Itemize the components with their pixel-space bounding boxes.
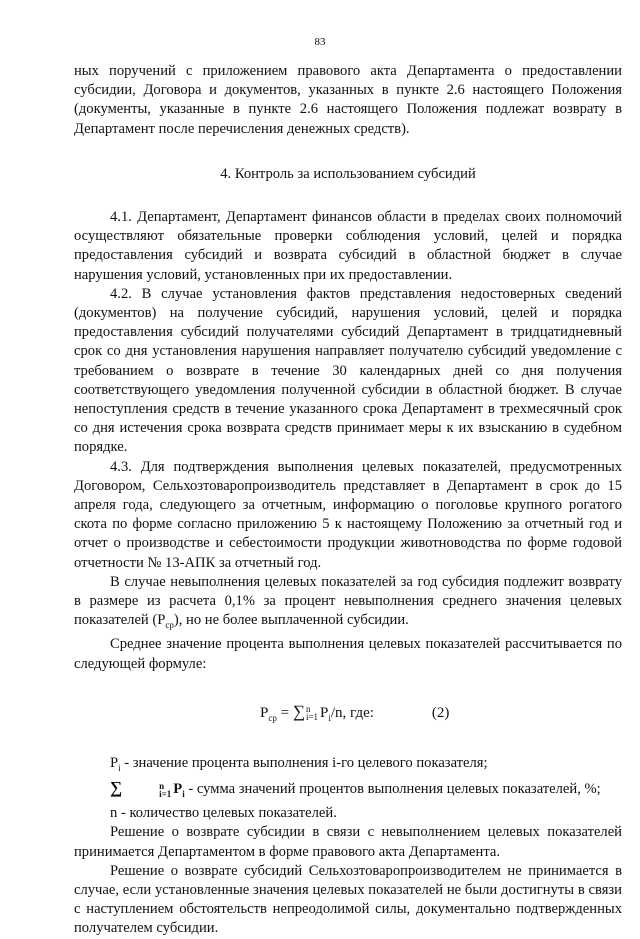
formula-sum-limits <box>306 705 318 721</box>
definition-sum-upper: n <box>159 780 165 791</box>
formula-number: (2) <box>431 704 450 721</box>
nonfulfilment-text-a: В случае невыполнения целевых показателей за год субсидия подлежит возврату в размере из расчета 0,1% за процент невыполнения среднего значения целевых показателей (Р <box>74 573 622 629</box>
page-number: 83 <box>314 36 326 48</box>
definition-sum-symbol: ∑ <box>110 778 123 798</box>
definition-sum-term: P <box>173 781 183 798</box>
definition-sum-term-subscript: i <box>182 789 185 800</box>
paragraph-4-3: 4.3. Для подтверждения выполнения целевых показателей, предусмотренных Договором, Сельхозтоваропроизводитель представляет в Департамент в срок до 15 апреля года, следующего за отчетным, информацию о поголовье крупного рогатого скота по форме согласно приложению 5 к настоящему Положению за отчетный год и отчет о производстве и себестоимости продукции животноводства по форме годовой отчетности № 13-АПК за отчетный год. <box>74 458 622 571</box>
definition-pi-text: - значение процента выполнения i-го целевого показателя; <box>120 755 488 771</box>
nonfulfilment-subscript: ср <box>165 620 174 631</box>
average-formula <box>74 702 622 728</box>
continuation-paragraph: ных поручений с приложением правового акта Департамента о предоставлении субсидии, Договора и документов, указанных в пункте 2.6 настоящего Положения (документы, указанные в пункте 2.6 настоящего Положения подлежат возврату в Департамент после перечисления денежных средств). <box>74 63 622 137</box>
document-body <box>74 62 622 939</box>
definition-pi <box>74 754 622 778</box>
formula-upper-limit: n <box>305 704 311 715</box>
nonfulfilment-text-b: ), но не более выплаченной субсидии. <box>173 612 409 629</box>
section-heading: 4. Контроль за использованием субсидий <box>220 165 476 182</box>
paragraph-nonfulfilment <box>74 573 622 636</box>
paragraph-decision-1: Решение о возврате субсидии в связи с невыполнением целевых показателей принимается Департаментом в форме правового акта Департамента. <box>74 824 622 860</box>
paragraph-decision-2: Решение о возврате субсидий Сельхозтоваропроизводителем не принимается в случае, если установленные значения целевых показателей не были достигнуты в связи с наступлением обстоятельств непреодолимой силы, документально подтвержденных получателем субсидии. <box>74 862 622 937</box>
definition-sum-symbol-group <box>110 778 185 800</box>
formula-lhs-subscript: ср <box>268 712 277 723</box>
definition-sum-lower: i=1 <box>159 788 172 799</box>
definition-n: n - количество целевых показателей. <box>110 805 337 822</box>
definition-sum <box>74 778 622 804</box>
paragraph-4-1: 4.1. Департамент, Департамент финансов области в пределах своих полномочий осуществляют обязательные проверки соблюдения условий, целей и порядка предоставления субсидий и возврата субсидий в областной бюджет в случае нарушения условий, установленных при их предоставлении. <box>74 209 622 283</box>
definition-pi-subscript: i <box>118 762 121 773</box>
formula-term-subscript: i <box>328 712 331 723</box>
formula-lower-limit: i=1 <box>305 712 319 723</box>
paragraph-formula-intro: Среднее значение процента выполнения целевых показателей рассчитывается по следующей формуле: <box>74 636 622 672</box>
formula-divide: /n, где: <box>330 704 374 721</box>
definition-pi-symbol: P <box>110 755 119 771</box>
formula-lhs: Р <box>260 704 269 721</box>
paragraph-4-2: 4.2. В случае установления фактов представления недостоверных сведений (документов) на получение субсидий, нарушения условий, целей и порядка предоставления субсидий получателями субсидий Департамент в тридцатидневный срок со дня установления нарушения направляет получателю субсидий уведомление с требованием о возврате в течение 30 календарных дней со дня получения соответствующего уведомления полученной субсидии в областной бюджет. В случае непоступления средств в течение указанного срока Департамент в трехмесячный срок со дня истечения срока возврата средств принимает меры к их взысканию в судебном порядке. <box>74 285 622 456</box>
formula-sum-symbol: ∑ <box>292 701 305 721</box>
formula-term: P <box>320 704 329 721</box>
formula-equals: = <box>276 704 293 721</box>
definition-sum-limits <box>123 782 171 798</box>
definition-sum-text: - сумма значений процентов выполнения целевых показателей, %; <box>184 781 601 798</box>
